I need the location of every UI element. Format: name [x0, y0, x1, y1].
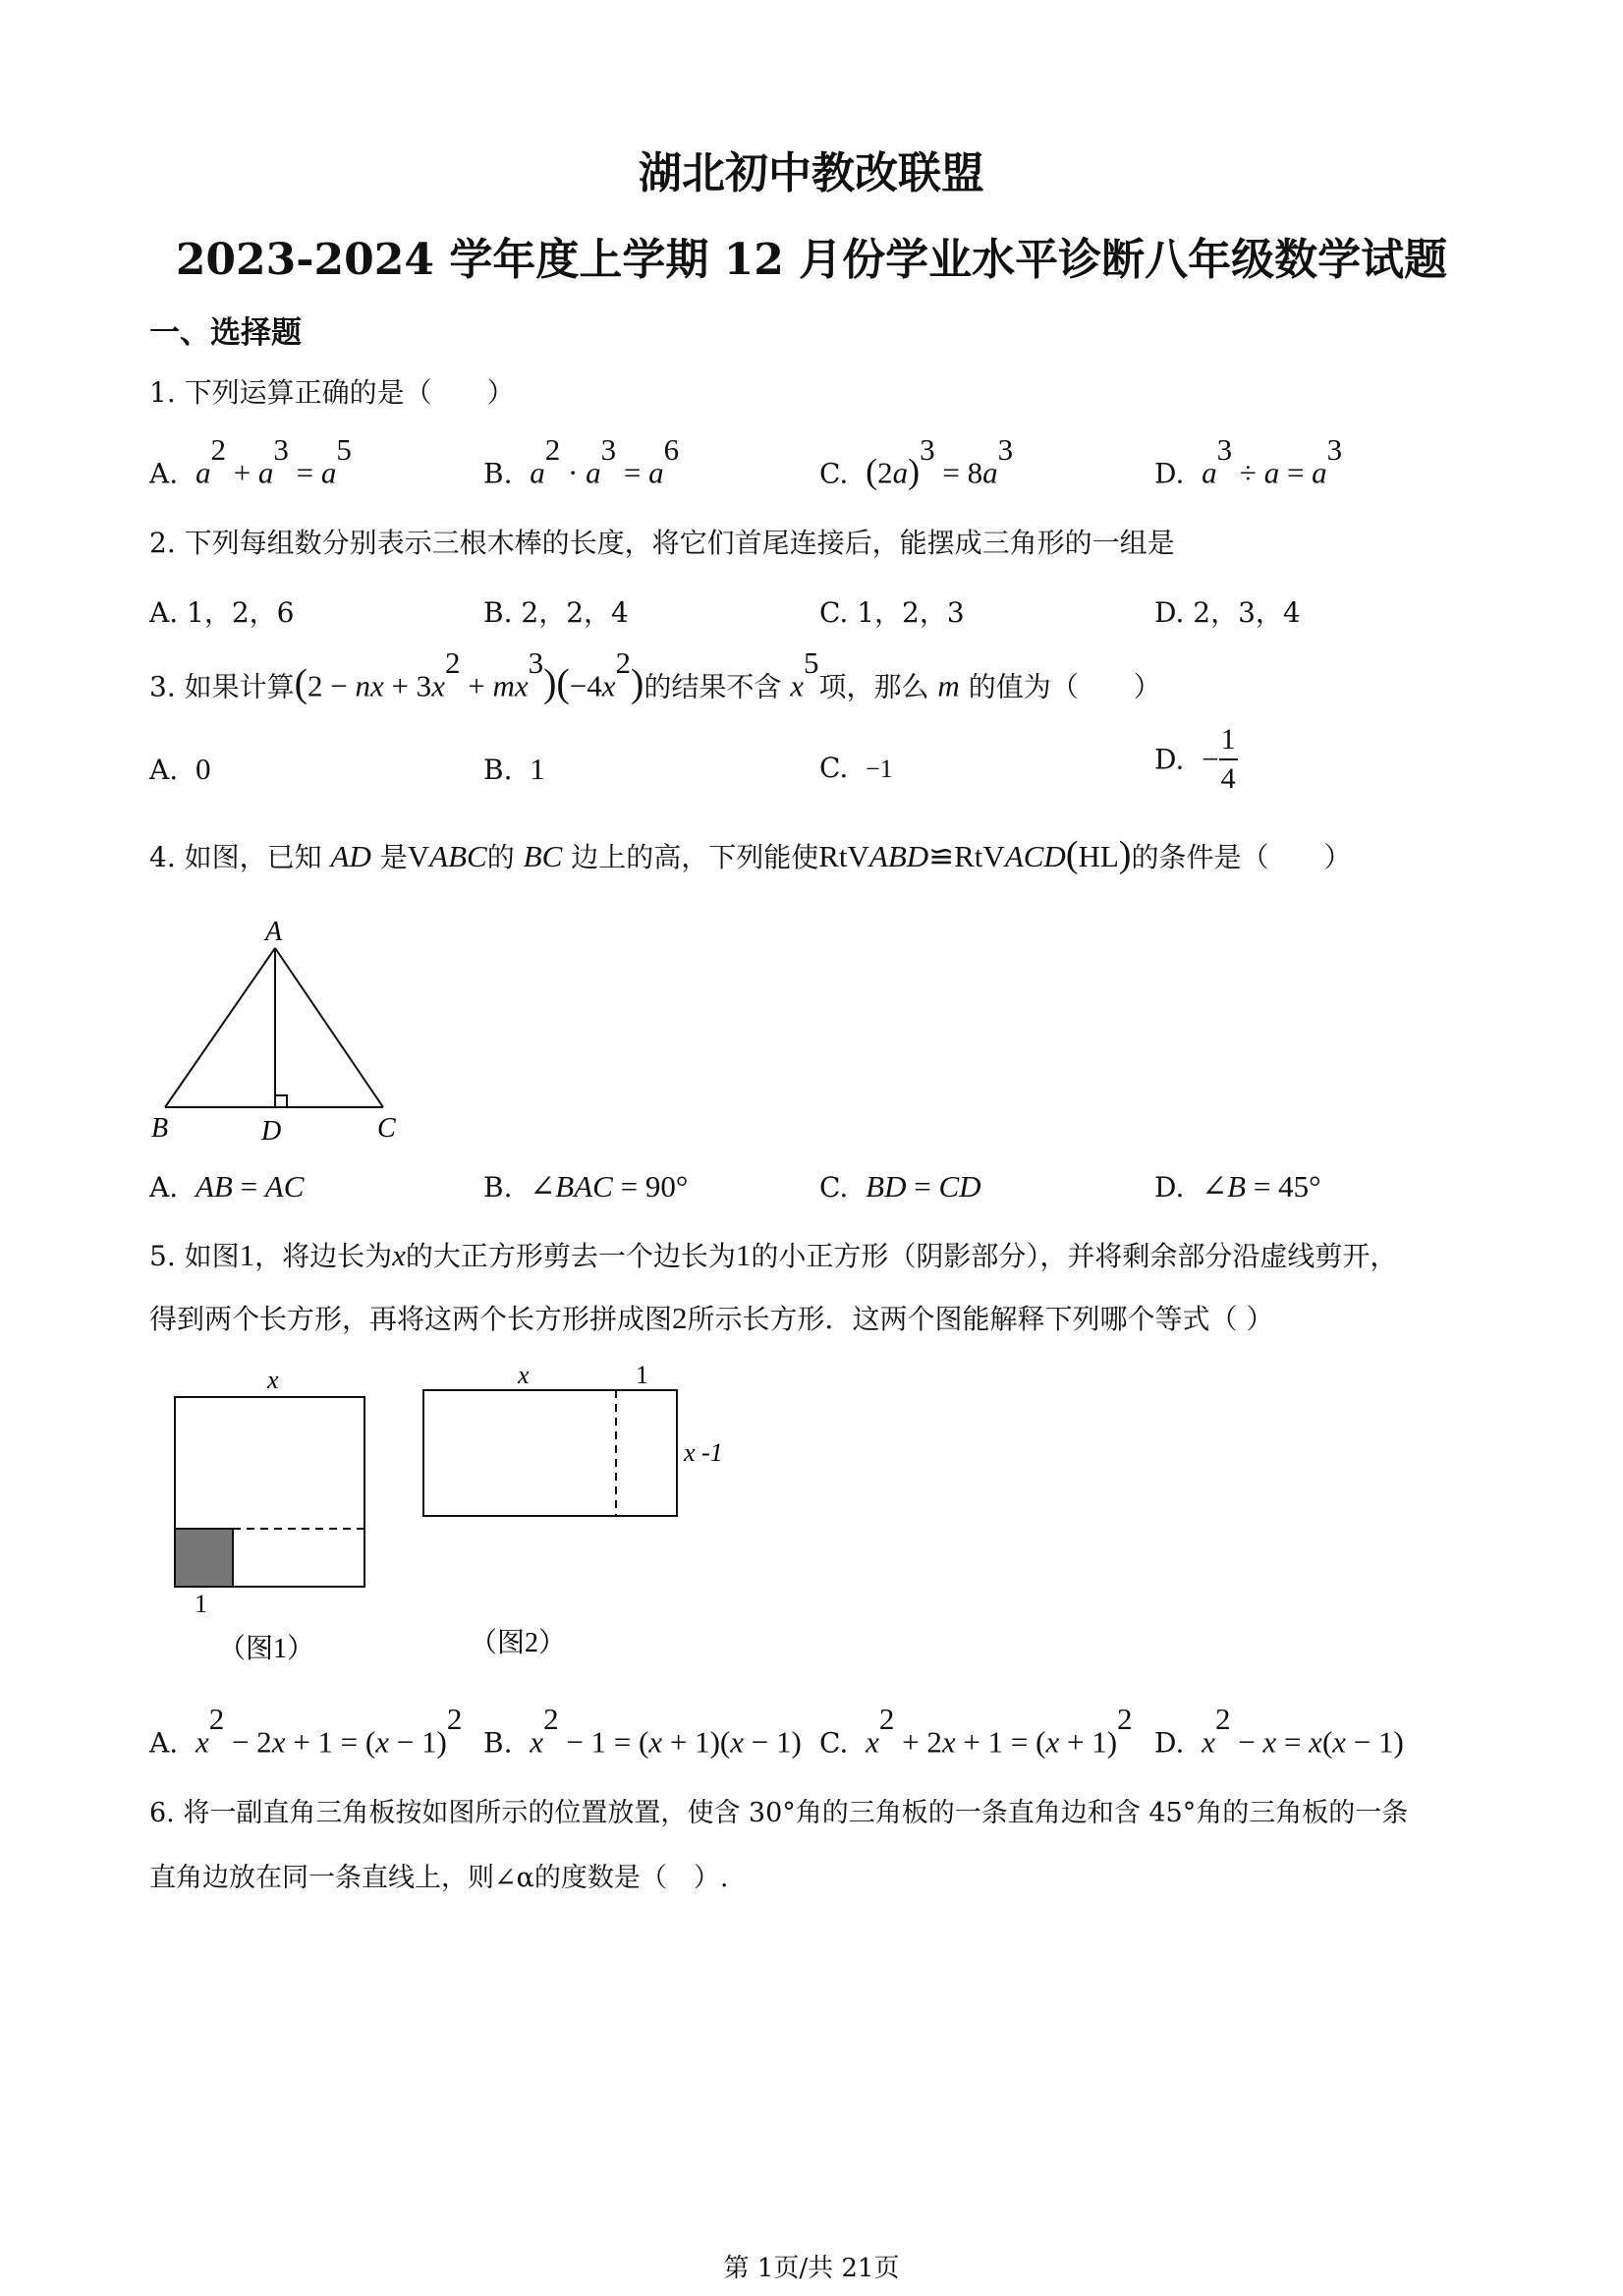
q2-option-a: A. 1，2，6: [149, 596, 295, 629]
fig1-label-1: 1: [195, 1590, 207, 1618]
square-cut-figures: [157, 1361, 747, 1675]
fig1-label-x: x: [267, 1366, 279, 1394]
q5-option-d: D. $x^2 - x = x(x - 1)$: [1154, 1702, 1404, 1760]
fig2-label-side: x -1: [684, 1438, 723, 1467]
q5-option-c: C. $x^2 + 2x + 1 = (x + 1)^2$: [819, 1702, 1133, 1760]
q3-option-c: C. −1: [819, 752, 893, 784]
page-footer: 第 1页/共 21页: [723, 2254, 900, 2283]
q4-option-b: B. ∠BAC = 90°: [483, 1169, 689, 1204]
q1-option-c: C. $(2a)^3 = 8a^3$: [819, 432, 1014, 491]
q4-option-a: A. AB = AC: [149, 1169, 305, 1204]
question-5-line2: 得到两个长方形，再将这两个长方形拼成图2所示长方形．这两个图能解释下列哪个等式（ ）: [149, 1301, 1274, 1335]
exam-title: 2023-2024 学年度上学期 12 月份学业水平诊断八年级数学试题: [175, 235, 1448, 285]
q2-option-d: D. 2，3，4: [1154, 596, 1301, 629]
triangle-abc-figure: [138, 909, 452, 1149]
q3-option-d: D. − $\frac{1}{4}$: [1154, 723, 1236, 795]
label-c: C: [377, 1113, 396, 1144]
q5-option-b: B. $x^2 - 1 = (x + 1)(x - 1)$: [483, 1702, 802, 1760]
question-3-stem: 3. 如果计算(2 − nx + $3x^2 + mx^3)(-4x^2)$的结果不含 $x^5$项，那么 m 的值为（ ）: [149, 645, 1161, 705]
q5-option-a: A. $x^2 - 2x + 1 = (x - 1)^2$: [149, 1702, 463, 1760]
question-6-line1: 6. 将一副直角三角板按如图所示的位置放置，使含 30°角的三角板的一条直角边和含 45°角的三角板的一条: [149, 1798, 1409, 1828]
question-6-line2: 直角边放在同一条直线上，则∠α的度数是（ ）.: [149, 1863, 729, 1893]
q3-option-b: B. 1: [483, 752, 545, 786]
fig2-label-1: 1: [636, 1361, 648, 1389]
q2-option-c: C. 1，2，3: [819, 596, 965, 629]
q4-option-c: C. BD = CD: [819, 1169, 981, 1204]
fig2-caption: （图2）: [470, 1628, 567, 1658]
question-4-stem: 4. 如图，已知 AD 是VABC的 BC 边上的高，下列能使RtVABD≌RtVACD(HL)的条件是（ ）: [149, 834, 1352, 875]
label-a: A: [265, 917, 283, 947]
section-heading: 一、选择题: [149, 315, 302, 351]
q2-option-b: B. 2，2，4: [483, 596, 629, 629]
question-2-stem: 2. 下列每组数分别表示三根木棒的长度，将它们首尾连接后，能摆成三角形的一组是: [149, 527, 1175, 559]
question-1-stem: 1. 下列运算正确的是（ ）: [149, 376, 515, 409]
fig2-label-x: x: [518, 1361, 530, 1389]
q3-option-a: A. 0: [149, 752, 211, 786]
q1-option-b: B. $a^2 \cdot a^3 = a^6$: [483, 432, 680, 490]
label-d: D: [261, 1116, 282, 1147]
fig1-caption: （图1）: [218, 1634, 315, 1664]
q1-option-d: D. $a^3 \div a = a^3$: [1154, 432, 1343, 490]
label-b: B: [151, 1113, 169, 1144]
q4-option-d: D. ∠B = 45°: [1154, 1169, 1321, 1204]
page-title: 湖北初中教改联盟: [639, 148, 984, 198]
question-5-line1: 5. 如图1，将边长为x的大正方形剪去一个边长为1的小正方形（阴影部分），并将剩余部分沿虚线剪开，: [149, 1238, 1398, 1272]
q1-option-a: A. $a^2 + a^3 = a^5$: [149, 432, 352, 490]
